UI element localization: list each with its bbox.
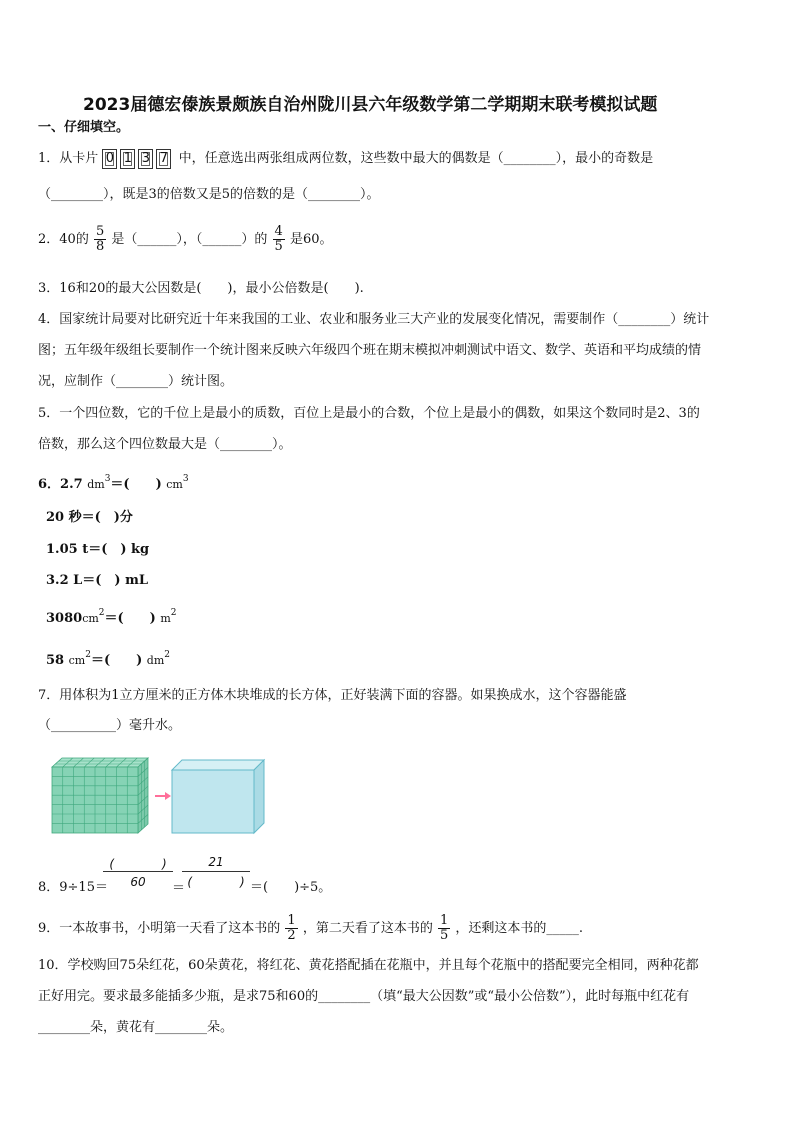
unit-text: cm: [68, 654, 86, 667]
question-6-line3: 1.05 t＝( ) kg: [46, 542, 150, 557]
unit-cube-stack: [52, 758, 148, 833]
unit-text: cm: [82, 612, 99, 625]
question-2: [38, 225, 333, 254]
empty-container: [172, 760, 264, 833]
numerator: 1: [287, 913, 296, 928]
fraction-1-2: [285, 914, 297, 943]
q9-text-b: ，第二天看了这本书的: [302, 921, 433, 936]
numerator: 4: [274, 224, 283, 239]
q8-fraction-1: [103, 855, 173, 888]
q6-blank: ＝( ): [110, 477, 162, 492]
unit-text: m: [160, 612, 171, 625]
q6-value: 6．2.7: [38, 477, 83, 492]
question-7-line1: 7．用体积为1立方厘米的正方体木块堆成的长方体，正好装满下面的容器。如果换成水，这个容器能盛: [38, 688, 627, 703]
unit-exponent: 2: [170, 608, 177, 618]
q9-text-a: 9．一本故事书，小明第一天看了这本书的: [38, 921, 281, 936]
question-10-line2: 正好用完。要求最多能插多少瓶，是求75和60的________（填“最大公因数”或“最小公倍数”），此时每瓶中红花有: [38, 989, 690, 1004]
denominator: 2: [287, 928, 296, 943]
q2-text-c: 是60。: [289, 232, 333, 247]
unit-dm2: [146, 650, 171, 667]
q6-value: 58: [46, 653, 65, 668]
unit-exponent: 3: [182, 474, 189, 484]
numerator: 5: [95, 224, 105, 239]
q6-blank: ＝( ): [90, 653, 143, 668]
denominator: 5: [440, 928, 449, 943]
denominator: ( ): [187, 875, 245, 889]
unit-text: dm: [146, 654, 165, 667]
unit-text: dm: [87, 478, 105, 491]
unit-dm3: [87, 474, 111, 491]
page-title: 2023届德宏傣族景颇族自治州陇川县六年级数学第二学期期末联考模拟试题: [83, 95, 658, 115]
question-5-line2: 倍数，那么这个四位数最大是（________）。: [38, 437, 292, 452]
q8-suffix: ＝( )÷5。: [250, 880, 332, 895]
card-0: 0: [102, 149, 117, 169]
question-9: [38, 914, 583, 943]
q6-blank: ＝( ): [104, 611, 156, 626]
card-3: 3: [138, 149, 153, 169]
arrow-icon: [155, 792, 171, 800]
q9-text-c: ，还剩这本书的_____.: [455, 921, 584, 936]
fraction-1-5: [438, 914, 450, 943]
question-5-line1: 5．一个四位数，它的千位上是最小的质数，百位上是最小的合数，个位上是最小的偶数，如果这个数同时是2、3的: [38, 406, 700, 421]
section-heading: 一、仔细填空。: [38, 120, 130, 135]
numerator: ( ): [103, 855, 173, 872]
unit-cm2: [68, 650, 91, 667]
unit-exponent: 2: [164, 650, 171, 660]
q8-fraction-2: [182, 855, 250, 888]
fraction-5-8: [94, 225, 106, 254]
question-6-line4: 3.2 L＝( ) mL: [46, 573, 149, 588]
unit-exponent: 3: [104, 474, 111, 484]
question-6-line6: [46, 650, 171, 670]
q1-suffix: 中，任意选出两张组成两位数，这些数中最大的偶数是（________），最小的奇数是: [178, 151, 654, 166]
card-1: 1: [120, 149, 135, 169]
question-1: [38, 149, 653, 169]
unit-cm3: [166, 474, 189, 491]
q6-value: 3080: [46, 611, 83, 626]
question-3: 3．16和20的最大公因数是( )，最小公倍数是( ).: [38, 281, 364, 296]
question-6-line1: [38, 474, 189, 494]
question-10-line1: 10．学校购回75朵红花，60朵黄花，将红花、黄花搭配插在花瓶中，并且每个花瓶中的搭配要完全相同，两种花都: [38, 958, 699, 973]
fraction-4-5: [273, 225, 285, 254]
unit-exponent: 2: [85, 650, 91, 660]
card-7: 7: [156, 149, 171, 169]
question-6-line5: [46, 608, 177, 628]
question-10-line3: ________朵，黄花有________朵。: [38, 1020, 234, 1035]
numerator: 21: [182, 855, 250, 872]
question-7-line2: （__________）毫升水。: [38, 718, 182, 733]
question-4-line1: 4．国家统计局要对比研究近十年来我国的工业、农业和服务业三大产业的发展变化情况，需要制作（________）统计: [38, 312, 710, 327]
cuboid-container-figure: [48, 755, 270, 837]
unit-text: cm: [166, 478, 183, 491]
q1-line2: （________），既是3的倍数又是5的倍数的是（________）。: [38, 187, 380, 202]
unit-m2: [160, 608, 177, 625]
denominator: 5: [274, 239, 283, 254]
denominator: 60: [130, 875, 146, 889]
q2-text-a: 2．40的: [38, 232, 89, 247]
numerator: 1: [440, 913, 449, 928]
question-6-line2: 20 秒＝( )分: [46, 510, 133, 525]
q8-prefix: 8．9÷15＝: [38, 880, 108, 895]
unit-cm2: [82, 608, 105, 625]
question-4-line3: 况，应制作（________）统计图。: [38, 374, 234, 389]
question-4-line2: 图；五年级年级组长要制作一个统计图来反映六年级四个班在期末模拟冲刺测试中语文、数学、英语和平均成绩的情: [38, 343, 702, 358]
q1-prefix: 1．从卡片: [38, 151, 99, 166]
unit-exponent: 2: [98, 608, 105, 618]
denominator: 8: [95, 239, 105, 254]
q8-equals-1: ＝: [172, 881, 186, 896]
q2-text-b: 是（______），（______）的: [111, 232, 268, 247]
